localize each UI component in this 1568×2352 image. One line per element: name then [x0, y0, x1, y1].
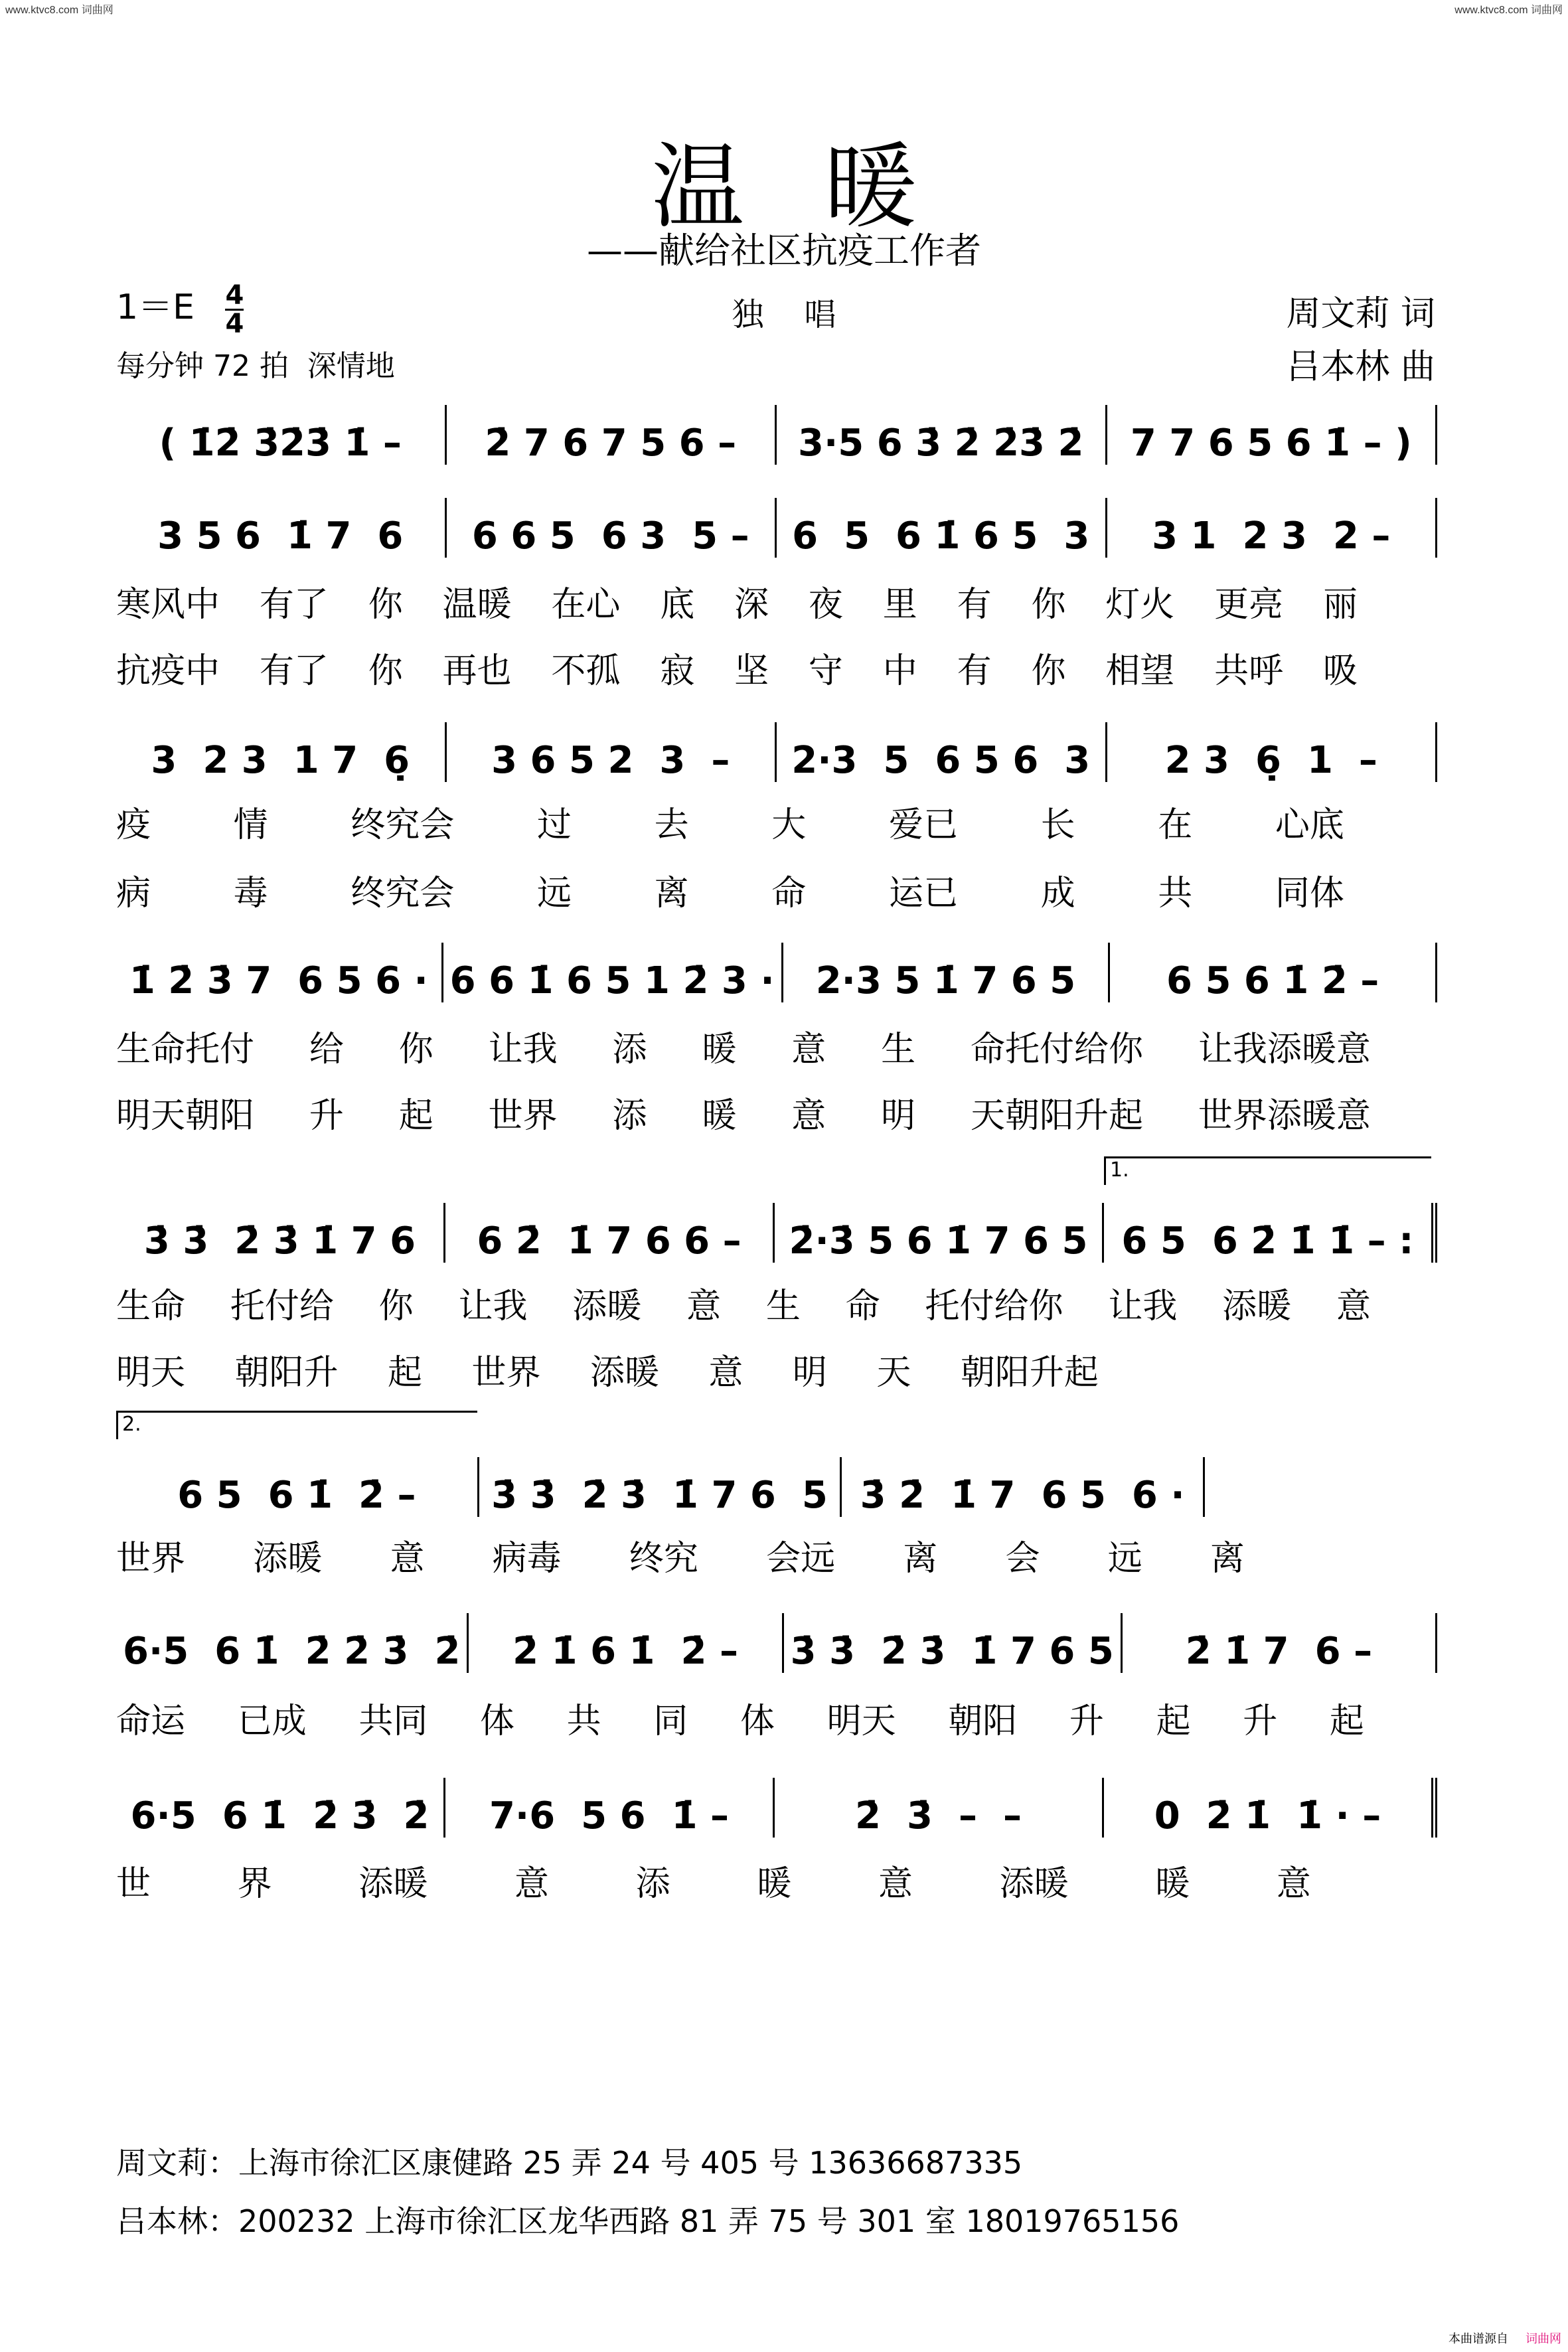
measure: 6·5 6 1̇ 2̇ 2̇ 3̇ 2̇ [116, 1613, 469, 1673]
lyric-word: 意 [791, 1030, 826, 1069]
measure: 6 5 6 2̇ 1̇ 1̇ – : 1. [1104, 1203, 1437, 1263]
lyric-word: 终究会 [351, 805, 455, 845]
measure: 6 5 6 1̇ 6 5 3 [777, 498, 1107, 558]
lyric-word: 体 [479, 1701, 514, 1741]
lyric-line [116, 1278, 1371, 1328]
lyric-word: 命运 [116, 1701, 186, 1741]
lyric-word: 意 [390, 1539, 425, 1579]
lyric-word: 共 [566, 1701, 601, 1741]
lyric-word: 抗疫中 [116, 651, 220, 691]
lyric-word: 托付给 [230, 1287, 334, 1326]
lyric-word: 界 [237, 1864, 272, 1904]
lyric-word: 情 [233, 805, 268, 845]
music-system [116, 722, 1437, 782]
measure: 6 6 5 6 3 5 – [447, 498, 777, 558]
lyric-word: 体 [740, 1701, 775, 1741]
watermark-left: www.ktvc8.com 词曲网 [5, 5, 114, 16]
lyric-word: 远 [536, 874, 572, 913]
measure: ( 1̇2̇ 3̇2̇3̇ 1̇ – [116, 405, 447, 465]
lyric-line [116, 576, 1358, 626]
lyric-word: 朝阳升 [234, 1353, 339, 1393]
lyric-word: 起 [398, 1096, 433, 1136]
lyric-word: 有 [957, 585, 992, 625]
lyric-word: 共同 [358, 1701, 428, 1741]
lyric-word: 起 [387, 1353, 422, 1393]
volta-second-ending: 2. [116, 1411, 477, 1439]
composer: 吕本林 曲 [1286, 347, 1435, 387]
lyric-word: 起 [1156, 1701, 1191, 1741]
lyric-word: 疫 [116, 805, 151, 845]
lyric-word: 天 [876, 1353, 911, 1393]
source-brand: 词曲网 [1526, 2332, 1561, 2346]
measure: 1̇ 2̇ 3̇ 7 6 5 6 · [116, 943, 443, 1002]
lyric-word: 去 [654, 805, 689, 845]
lyric-word: 让我 [1108, 1287, 1178, 1326]
measure: 2̇·3̇ 5 6 1̇ 7 6 5 [775, 1203, 1104, 1263]
lyric-line [116, 643, 1358, 692]
lyric-word: 同 [653, 1701, 688, 1741]
lyric-word: 丽 [1322, 585, 1358, 625]
lyric-word: 添暖 [999, 1864, 1069, 1904]
measure: 6 2̇ 1̇ 7 6 6 – [445, 1203, 775, 1263]
lyric-line [116, 1344, 1099, 1394]
lyric-word: 爱已 [888, 805, 958, 845]
measure: 6·5 6 1̇ 2̇ 3̇ 2̇ [116, 1778, 445, 1838]
lyric-word: 命托付给你 [971, 1030, 1144, 1069]
lyric-word: 意 [708, 1353, 744, 1393]
lyric-word: 坚 [734, 651, 769, 691]
lyric-word: 离 [903, 1539, 938, 1579]
lyric-word: 朝阳升起 [960, 1353, 1099, 1393]
lyric-word: 明天朝阳 [116, 1096, 255, 1136]
measure: 0 2̇ 1̇ 1̇ · – [1104, 1778, 1437, 1838]
watermark-right: www.ktvc8.com 词曲网 [1454, 5, 1563, 16]
lyric-line [116, 1530, 1245, 1580]
time-bottom: 4 [225, 308, 244, 339]
lyric-line [116, 797, 1344, 846]
lyric-word: 生 [765, 1287, 801, 1326]
lyric-word: 添暖 [572, 1287, 642, 1326]
lyric-word: 寒风中 [116, 585, 220, 625]
lyric-word: 意 [878, 1864, 913, 1904]
lyric-word: 更亮 [1214, 585, 1284, 625]
lyric-word: 同体 [1275, 874, 1344, 913]
composer-contact: 吕本林：200232 上海市徐汇区龙华西路 81 弄 75 号 301 室 18019765156 [116, 2203, 1180, 2239]
song-subtitle: ——献给社区抗疫工作者 [587, 230, 981, 272]
lyric-word: 你 [368, 585, 403, 625]
lyric-word: 命 [845, 1287, 880, 1326]
lyric-word: 天朝阳升起 [971, 1096, 1144, 1136]
measure: 2 3 6̣ 1 – [1107, 722, 1438, 782]
lyric-word: 深 [734, 585, 769, 625]
lyric-word: 在 [1158, 805, 1193, 845]
music-system [116, 1413, 1205, 1517]
lyric-word: 意 [514, 1864, 549, 1904]
measure: 3 2 3 1 7 6̣ [116, 722, 447, 782]
lyric-word: 底 [660, 585, 695, 625]
lyric-word: 意 [1336, 1287, 1371, 1326]
time-top: 4 [225, 279, 244, 311]
lyric-word: 你 [1031, 585, 1066, 625]
lyric-line [116, 1021, 1371, 1071]
lyric-word: 远 [1107, 1539, 1142, 1579]
lyric-word: 温暖 [442, 585, 512, 625]
measure: 2̇ 7 6 7 5 6 – [447, 405, 777, 465]
measure: 3 1 2 3 2 – [1107, 498, 1438, 558]
measure: 3̇ 2̇ 1̇ 7 6 5 6 · [842, 1457, 1205, 1517]
lyric-word: 大 [771, 805, 807, 845]
lyric-word: 明天 [116, 1353, 186, 1393]
lyric-word: 暖 [757, 1864, 792, 1904]
measure: 7·6 5 6 1̇ – [445, 1778, 775, 1838]
lyric-word: 升 [309, 1096, 344, 1136]
lyric-word: 世界 [488, 1096, 558, 1136]
lyric-word: 成 [1040, 874, 1075, 913]
lyric-word: 生 [881, 1030, 916, 1069]
lyric-word: 寂 [660, 651, 695, 691]
lyric-word: 会远 [766, 1539, 836, 1579]
lyric-word: 你 [398, 1030, 433, 1069]
lyric-word: 给 [309, 1030, 344, 1069]
performance-type: 独 唱 [732, 296, 836, 333]
lyric-word: 共 [1158, 874, 1193, 913]
lyric-word: 病毒 [492, 1539, 562, 1579]
lyric-line [116, 1855, 1311, 1905]
measure: 2·3 5 6 5 6 3 [777, 722, 1107, 782]
lyric-word: 在心 [551, 585, 621, 625]
lyric-word: 吸 [1322, 651, 1358, 691]
lyric-word: 有了 [259, 651, 329, 691]
lyric-word: 世 [116, 1864, 151, 1904]
lyric-word: 长 [1040, 805, 1075, 845]
measure: 7 7 6 5 6 1̇ – ) [1107, 405, 1438, 465]
lyric-word: 有 [957, 651, 992, 691]
lyric-word: 暖 [1155, 1864, 1190, 1904]
lyric-word: 生命托付 [116, 1030, 255, 1069]
lyricist: 周文莉 词 [1286, 294, 1435, 334]
lyric-word: 有了 [259, 585, 329, 625]
lyric-word: 你 [378, 1287, 414, 1326]
lyric-word: 里 [882, 585, 917, 625]
lyric-word: 毒 [233, 874, 268, 913]
lyric-word: 意 [1276, 1864, 1311, 1904]
lyric-word: 明 [792, 1353, 827, 1393]
lyric-word: 你 [1031, 651, 1066, 691]
music-system [116, 498, 1437, 558]
music-system [116, 1158, 1437, 1263]
music-system [116, 943, 1437, 1002]
measure: 3·5 6 3̇ 2̇ 2̇3̇ 2̇ [777, 405, 1107, 465]
lyric-word: 运已 [888, 874, 958, 913]
measure: 3̇ 3̇ 2̇ 3̇ 1̇ 7 6 5 [784, 1613, 1123, 1673]
music-system [116, 405, 1437, 465]
measure: 3 6 5 2 3 – [447, 722, 777, 782]
lyric-word: 添 [635, 1864, 670, 1904]
lyric-line [116, 1693, 1364, 1743]
lyric-word: 升 [1069, 1701, 1104, 1741]
lyric-word: 病 [116, 874, 151, 913]
lyric-word: 起 [1329, 1701, 1364, 1741]
lyric-word: 暖 [702, 1030, 737, 1069]
lyric-word: 添 [612, 1096, 647, 1136]
measure: 2̇ 1̇ 7 6 – [1123, 1613, 1437, 1673]
measure: 3 5 6 1̇ 7 6 [116, 498, 447, 558]
lyricist-contact: 周文莉：上海市徐汇区康健路 25 弄 24 号 405 号 13636687335 [116, 2145, 1023, 2181]
lyric-word: 中 [882, 651, 917, 691]
lyric-word: 守 [808, 651, 843, 691]
music-system [116, 1778, 1437, 1838]
lyric-word: 离 [654, 874, 689, 913]
lyric-word: 意 [791, 1096, 826, 1136]
lyric-word: 明天 [826, 1701, 896, 1741]
lyric-word: 再也 [442, 651, 512, 691]
lyric-word: 意 [686, 1287, 722, 1326]
source-note: 本曲谱源自 [1449, 2332, 1508, 2346]
measure: 6 5 6 1̇ 2̇ – [1110, 943, 1437, 1002]
lyric-word: 相望 [1105, 651, 1175, 691]
lyric-word: 托付给你 [925, 1287, 1063, 1326]
lyric-word: 添暖 [1222, 1287, 1292, 1326]
measure: 3̇ 3̇ 2̇ 3̇ 1̇ 7 6 5 [479, 1457, 842, 1517]
volta-first-ending: 1. [1104, 1156, 1431, 1185]
lyric-word: 添暖 [253, 1539, 323, 1579]
measure: 6 6 1̇ 6 5 1 2̇ 3 · [443, 943, 783, 1002]
lyric-line [116, 865, 1344, 915]
lyric-word: 终究会 [351, 874, 455, 913]
lyric-word: 让我 [488, 1030, 558, 1069]
lyric-word: 灯火 [1105, 585, 1175, 625]
lyric-word: 心底 [1275, 805, 1344, 845]
lyric-word: 世界 [116, 1539, 186, 1579]
lyric-word: 生命 [116, 1287, 186, 1326]
tempo-marking: 每分钟 72 拍 深情地 [116, 349, 395, 383]
lyric-word: 世界添暖意 [1198, 1096, 1371, 1136]
measure: 2·3 5 1̇ 7 6 5 [783, 943, 1111, 1002]
lyric-word: 世界 [471, 1353, 541, 1393]
measure: 6 5 6 1̇ 2̇ – 2. [116, 1457, 479, 1517]
lyric-word: 升 [1243, 1701, 1278, 1741]
lyric-word: 不孤 [551, 651, 621, 691]
lyric-word: 让我添暖意 [1198, 1030, 1371, 1069]
lyric-word: 共呼 [1214, 651, 1284, 691]
lyric-word: 会 [1005, 1539, 1040, 1579]
song-title: 温暖 [651, 133, 996, 242]
lyric-word: 夜 [808, 585, 843, 625]
lyric-word: 过 [536, 805, 572, 845]
lyric-word: 已成 [237, 1701, 307, 1741]
key-label: 1＝E [116, 287, 195, 327]
lyric-word: 朝阳 [948, 1701, 1018, 1741]
lyric-word: 让我 [458, 1287, 528, 1326]
measure: 3̇ 3̇ 2̇ 3̇ 1̇ 7 6 [116, 1203, 445, 1263]
lyric-word: 命 [771, 874, 807, 913]
measure: 2̇ 1̇ 6 1̇ 2̇ – [469, 1613, 783, 1673]
music-system [116, 1613, 1437, 1673]
measure: 2̇ 3̇ – – [775, 1778, 1104, 1838]
lyric-word: 离 [1210, 1539, 1245, 1579]
lyric-word: 终究 [629, 1539, 698, 1579]
lyric-word: 添暖 [589, 1353, 659, 1393]
lyric-word: 明 [881, 1096, 916, 1136]
lyric-word: 添 [612, 1030, 647, 1069]
lyric-word: 添暖 [358, 1864, 428, 1904]
lyric-word: 暖 [702, 1096, 737, 1136]
lyric-word: 你 [368, 651, 403, 691]
lyric-line [116, 1087, 1371, 1137]
